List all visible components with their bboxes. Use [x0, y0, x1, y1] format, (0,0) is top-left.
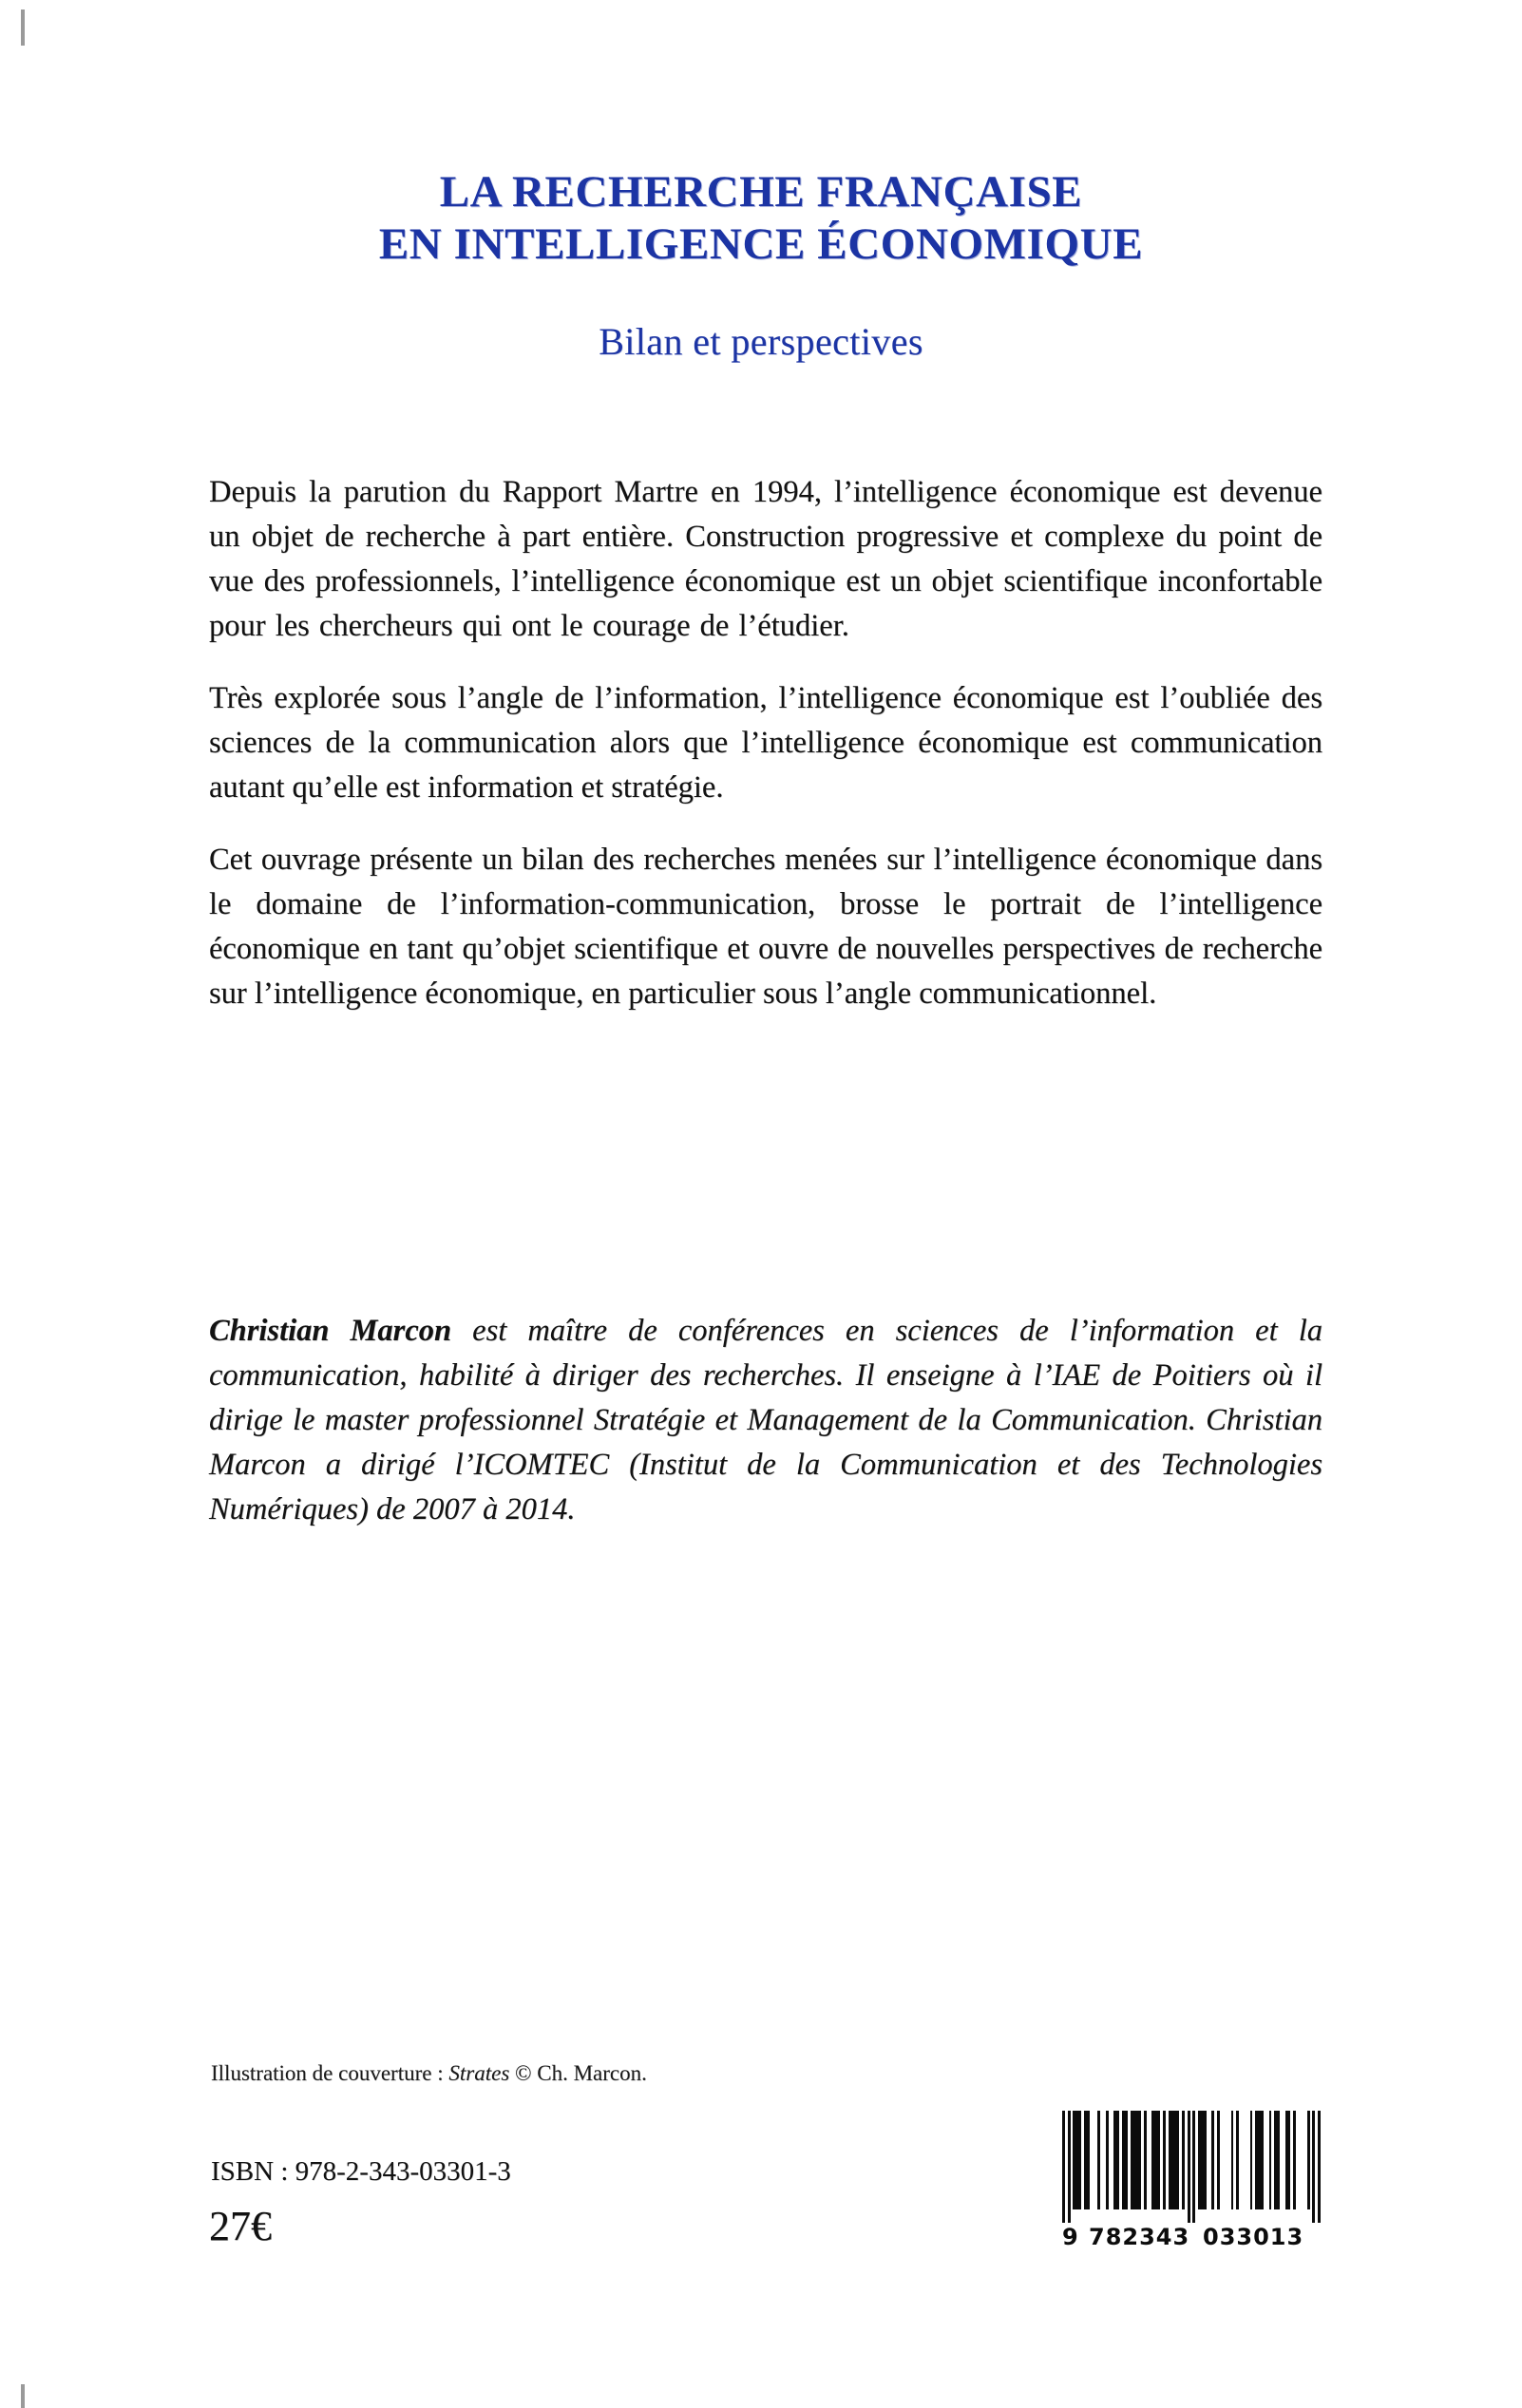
price-text: 27€: [209, 2203, 272, 2249]
blurb-paragraph-2: Très explorée sous l’angle de l’information, l’intelligence économique est l’oubliée des sciences de la communication alors que l’intelligence économique est communication autant qu’elle est information et stratégie.: [209, 681, 1322, 805]
isbn-text: ISBN : 978-2-343-03301-3: [211, 2156, 511, 2187]
blurb-paragraph-1: Depuis la parution du Rapport Martre en 1994, l’intelligence économique est devenue un objet de recherche à part entière. Construction progressive et complexe du point de vue des professionnels, l’intelligence économique est un objet scientifique inconfortable pour les chercheurs qui ont le courage de l’étudier.: [209, 475, 1322, 643]
blurb-text: [209, 470, 1322, 1016]
book-title-line-2: EN INTELLIGENCE ÉCONOMIQUE: [378, 219, 1144, 270]
author-biography-paragraph: [209, 1309, 1322, 1532]
barcode-lead-digit: 9: [1062, 2224, 1079, 2250]
cover-illustration-credit: [211, 2059, 647, 2088]
credit-prefix: Illustration de couverture :: [211, 2061, 449, 2085]
author-biography-body: est maître de conférences en sciences de l’information et la communication, habilité à diriger des recherches. Il enseigne à l’IAE de Poitiers où il dirige le master professionnel Stratégie et Management de la Communication. Christian Marcon a dirigé l’ICOMTEC (Institut de la Communication et des Technologies Numériques) de 2007 à 2014.: [209, 1314, 1322, 1526]
credit-suffix: © Ch. Marcon.: [509, 2061, 647, 2085]
book-title-line-1: LA RECHERCHE FRANÇAISE: [439, 167, 1083, 217]
blurb-paragraph-3: Cet ouvrage présente un bilan des recherches menées sur l’intelligence économique dans le domaine de l’information-communication, brosse le portrait de l’intelligence économique en tant qu’objet scientifique et ouvre de nouvelles perspectives de recherche sur l’intelligence économique, en particulier sous l’angle communicationnel.: [209, 843, 1322, 1011]
title-block: [0, 166, 1522, 363]
book-subtitle: Bilan et perspectives: [599, 319, 923, 363]
crop-mark-top-left: [21, 9, 25, 46]
author-name: Christian Marcon: [209, 1314, 452, 1348]
barcode-bars: [1062, 2111, 1321, 2223]
credit-work-title: Strates: [448, 2061, 510, 2085]
book-title: [0, 166, 1522, 272]
barcode-digits: [1062, 2223, 1321, 2251]
ean13-barcode: [1062, 2111, 1321, 2251]
barcode-left-group: 782343: [1089, 2224, 1190, 2250]
barcode-right-group: 033013: [1203, 2224, 1304, 2250]
author-biography: [209, 1309, 1322, 1532]
crop-mark-bottom-left: [21, 2384, 25, 2408]
